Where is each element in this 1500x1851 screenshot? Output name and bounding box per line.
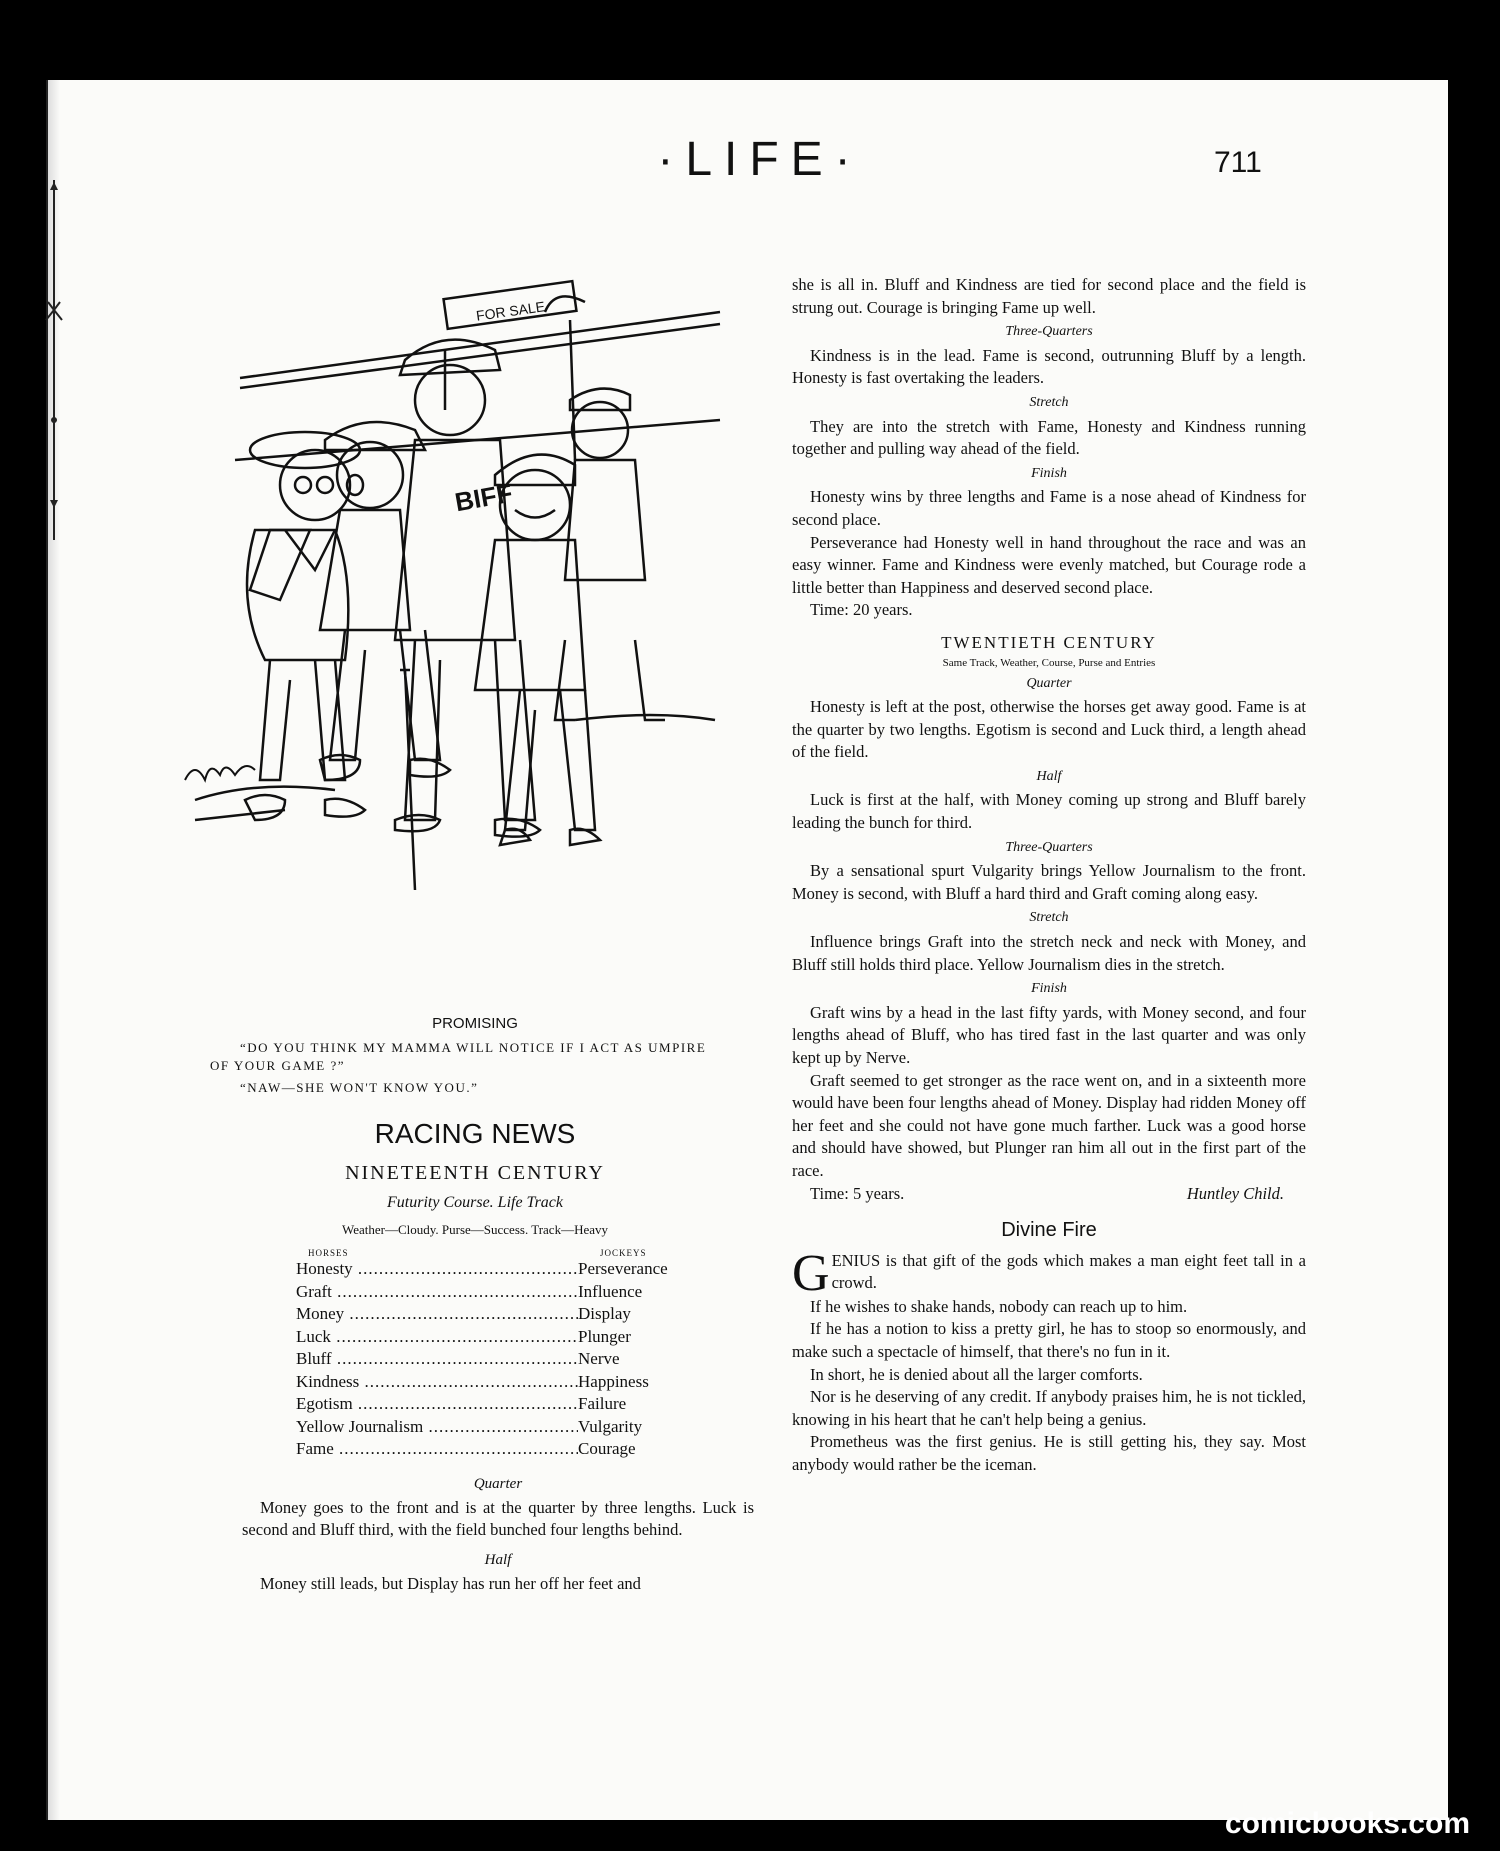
section-heading: Three-Quarters xyxy=(1005,324,1093,340)
artist-signature xyxy=(185,766,255,780)
paragraph: Luck is first at the half, with Money coming up strong and Bluff barely leading the bunch for third. xyxy=(792,790,1306,833)
cartoon-title: PROMISING xyxy=(432,1015,518,1032)
time-line: Time: 5 years. xyxy=(810,1183,905,1203)
section-heading: Quarter xyxy=(1026,675,1072,691)
entry-row: Egotism ..... Failure xyxy=(296,1394,716,1417)
paragraph: Influence brings Graft into the stretch neck and neck with Money, and Bluff still holds third place. Yellow Journalism dies in the stretch. xyxy=(792,932,1306,974)
cartoon-caption-line: “NAW—SHE WON'T KNOW YOU.” xyxy=(240,1080,479,1095)
jockeys-column-head: JOCKEYS xyxy=(600,1248,647,1258)
century-heading: TWENTIETH CENTURY xyxy=(941,632,1157,652)
section-heading: Half xyxy=(484,1552,512,1568)
site-watermark: comicbooks.com xyxy=(1224,1807,1470,1840)
time-signature-row xyxy=(792,1183,1306,1206)
paragraph: Prometheus was the first genius. He is still getting his, they say. Most anybody would rather be the iceman. xyxy=(792,1432,1306,1474)
author-signature: Huntley Child. xyxy=(1186,1183,1284,1203)
paragraph: Money goes to the front and is at the quarter by three lengths. Luck is second and Bluff third, with the field bunched four lengths behind. xyxy=(242,1498,754,1539)
entry-row: Money ..... Display xyxy=(296,1304,716,1327)
cartoon-caption-line: OF YOUR GAME ?” xyxy=(210,1058,346,1073)
paragraph: If he wishes to shake hands, nobody can reach up to him. xyxy=(810,1296,1188,1316)
right-column xyxy=(792,274,1306,1477)
cartoon-shirt-text: BIFF xyxy=(452,477,515,518)
paragraph: Money still leads, but Display has run her off her feet and xyxy=(260,1574,641,1593)
entry-row: Bluff ..... Nerve xyxy=(296,1349,716,1372)
conditions-line: Weather—Cloudy. Purse—Success. Track—Heavy xyxy=(341,1222,608,1237)
paragraph: They are into the stretch with Fame, Honesty and Kindness running together and pulling way ahead of the field. xyxy=(792,416,1306,459)
paragraph: Graft seemed to get stronger as the race went on, and in a sixteenth more would have been four lengths ahead of Money. Display had ridden Money off her feet and she could not have gone much farther. Luck was a good horse and should have showed, but Plunger ran him all out in the first part of the race. xyxy=(792,1070,1306,1180)
entry-row: Luck ..... Plunger xyxy=(296,1327,716,1350)
paragraph: Honesty is left at the post, otherwise the horses get away good. Fame is at the quarter by two lengths. Egotism is second and Luck third, a length ahead of the field. xyxy=(792,697,1306,762)
paragraph: Nor is he deserving of any credit. If anybody praises him, he is not tickled, knowing in his heart that he can't help being a genius. xyxy=(792,1387,1306,1429)
section-heading: Half xyxy=(1036,768,1062,784)
paragraph: Honesty wins by three lengths and Fame is a nose ahead of Kindness for second place. xyxy=(792,487,1306,529)
section-heading: Quarter xyxy=(473,1476,523,1492)
section-heading: Stretch xyxy=(1029,394,1069,410)
binding-ornament xyxy=(44,180,64,540)
left-column-body xyxy=(242,1467,754,1595)
entry-row: Graft ..... Influence xyxy=(296,1282,716,1305)
entry-row: Honesty ..... Perseverance xyxy=(296,1259,716,1282)
paragraph: Kindness is in the lead. Fame is second, outrunning Bluff by a length. Honesty is fast overtaking the leaders. xyxy=(792,345,1306,388)
century-heading: NINETEENTH CENTURY xyxy=(345,1162,605,1184)
entry-row: Yellow Journalism ..... Vulgarity xyxy=(296,1417,716,1440)
paragraph: If he has a notion to kiss a pretty girl, he has to stoop so enormously, and make such a spectacle of himself, that there's no fun in it. xyxy=(792,1319,1306,1361)
entry-row: Fame ..... Courage xyxy=(296,1439,716,1462)
paragraph: Graft wins by a head in the last fifty yards, with Money second, and four lengths ahead of Bluff, who has tired fast in the last quarter and was only kept up by Nerve. xyxy=(792,1002,1306,1067)
horses-column-head: HORSES xyxy=(308,1248,349,1258)
cartoon-sign-text: FOR SALE xyxy=(475,298,546,324)
magazine-masthead: ·LIFE· xyxy=(657,133,863,186)
section-heading: Stretch xyxy=(1029,910,1069,926)
paragraph: Perseverance had Honesty well in hand throughout the race and was an easy winner. Fame and Kindness were evenly matched, but Courage rode a little better than Happiness and deserved second place. xyxy=(792,532,1306,597)
entries-list xyxy=(296,1259,716,1462)
cartoon-illustration xyxy=(175,200,735,1000)
paragraph: ENIUS is that gift of the gods which makes a man eight feet tall in a crowd. xyxy=(831,1250,1306,1293)
paragraph: In short, he is denied about all the larger comforts. xyxy=(810,1364,1143,1384)
section-heading: Finish xyxy=(1031,465,1067,481)
paragraph: By a sensational spurt Vulgarity brings Yellow Journalism to the front. Money is second, with Bluff a hard third and Graft coming along easy. xyxy=(792,861,1306,903)
divine-fire-body xyxy=(792,1244,1306,1302)
entry-row: Kindness ..... Happiness xyxy=(296,1372,716,1395)
article-title: RACING NEWS xyxy=(374,1118,576,1149)
section-heading: Three-Quarters xyxy=(1005,839,1093,855)
paragraph: Time: 20 years. xyxy=(810,600,913,620)
article-title: Divine Fire xyxy=(1001,1219,1097,1242)
section-heading: Finish xyxy=(1031,981,1067,997)
cartoon-caption-line: “DO YOU THINK MY MAMMA WILL NOTICE IF I ACT AS UMPIRE xyxy=(240,1040,707,1055)
paragraph: she is all in. Bluff and Kindness are tied for second place and the field is strung out. Courage is bringing Fame up well. xyxy=(792,275,1306,317)
page-number: 711 xyxy=(1214,146,1262,179)
course-line: Futurity Course. Life Track xyxy=(387,1194,563,1211)
drop-cap: G xyxy=(792,1244,830,1302)
same-conditions-note: Same Track, Weather, Course, Purse and Entries xyxy=(942,656,1156,669)
